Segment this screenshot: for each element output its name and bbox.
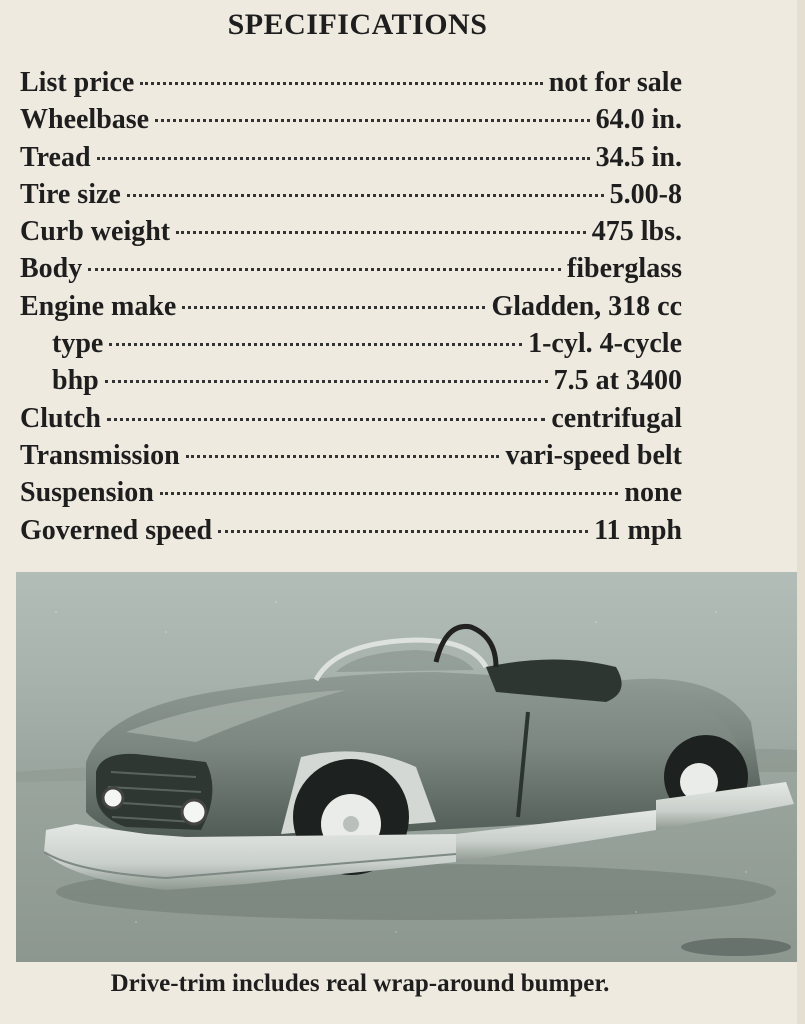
spec-label: Engine make [20, 290, 177, 322]
spec-table [20, 64, 682, 549]
spec-row-curb-weight [20, 213, 682, 250]
spec-label: bhp [52, 365, 99, 397]
spec-value: none [624, 477, 682, 509]
spec-value: centrifugal [551, 402, 682, 434]
spec-label: Body [20, 253, 83, 285]
dot-leader [186, 455, 500, 458]
spec-value: 34.5 in. [595, 141, 682, 173]
dot-leader [109, 343, 522, 346]
spec-label: Clutch [20, 402, 101, 434]
spec-value: 7.5 at 3400 [553, 365, 682, 397]
spec-row-engine-type [20, 325, 682, 362]
spec-row-tread [20, 139, 682, 176]
dot-leader [218, 530, 588, 533]
spec-row-governed-speed [20, 512, 682, 549]
spec-label: Suspension [20, 477, 154, 509]
spec-label: List price [20, 67, 135, 98]
dot-leader [176, 231, 586, 234]
spec-label: Tread [20, 141, 91, 173]
dot-leader [127, 194, 604, 197]
dot-leader [140, 82, 542, 85]
car-photo [16, 572, 797, 962]
spec-row-suspension [20, 474, 682, 511]
spec-value: not for sale [548, 67, 682, 98]
spec-label: Governed speed [20, 514, 213, 546]
spec-row-body [20, 250, 682, 287]
spec-row-transmission [20, 437, 682, 474]
specifications-heading: SPECIFICATIONS [227, 8, 488, 41]
spec-row-bhp [20, 362, 682, 399]
spec-value: 5.00-8 [609, 178, 682, 210]
photo-caption: Drive-trim includes real wrap-around bumper. [110, 970, 610, 997]
spec-value: 475 lbs. [591, 216, 682, 248]
dot-leader [105, 380, 548, 383]
spec-row-tire-size [20, 176, 682, 213]
spec-value: 1-cyl. 4-cycle [528, 328, 682, 360]
spec-value: 11 mph [594, 514, 682, 546]
dot-leader [97, 157, 590, 160]
spec-value: vari-speed belt [505, 439, 682, 471]
dot-leader [182, 306, 485, 309]
dot-leader [107, 418, 545, 421]
spec-value: Gladden, 318 cc [491, 290, 682, 322]
dot-leader [88, 268, 561, 271]
spec-value: 64.0 in. [595, 104, 682, 136]
dot-leader [155, 119, 590, 122]
spec-row-wheelbase [20, 101, 682, 138]
spec-label: type [52, 328, 104, 360]
spec-label: Curb weight [20, 216, 171, 248]
spec-label: Wheelbase [20, 104, 150, 136]
spec-row-engine-make [20, 288, 682, 325]
spec-label: Transmission [20, 439, 180, 471]
spec-label: Tire size [20, 178, 121, 210]
spec-value: fiberglass [566, 253, 682, 285]
dot-leader [160, 492, 619, 495]
spec-row-clutch [20, 400, 682, 437]
page-edge [797, 0, 805, 1024]
spec-row-list-price [20, 64, 682, 101]
